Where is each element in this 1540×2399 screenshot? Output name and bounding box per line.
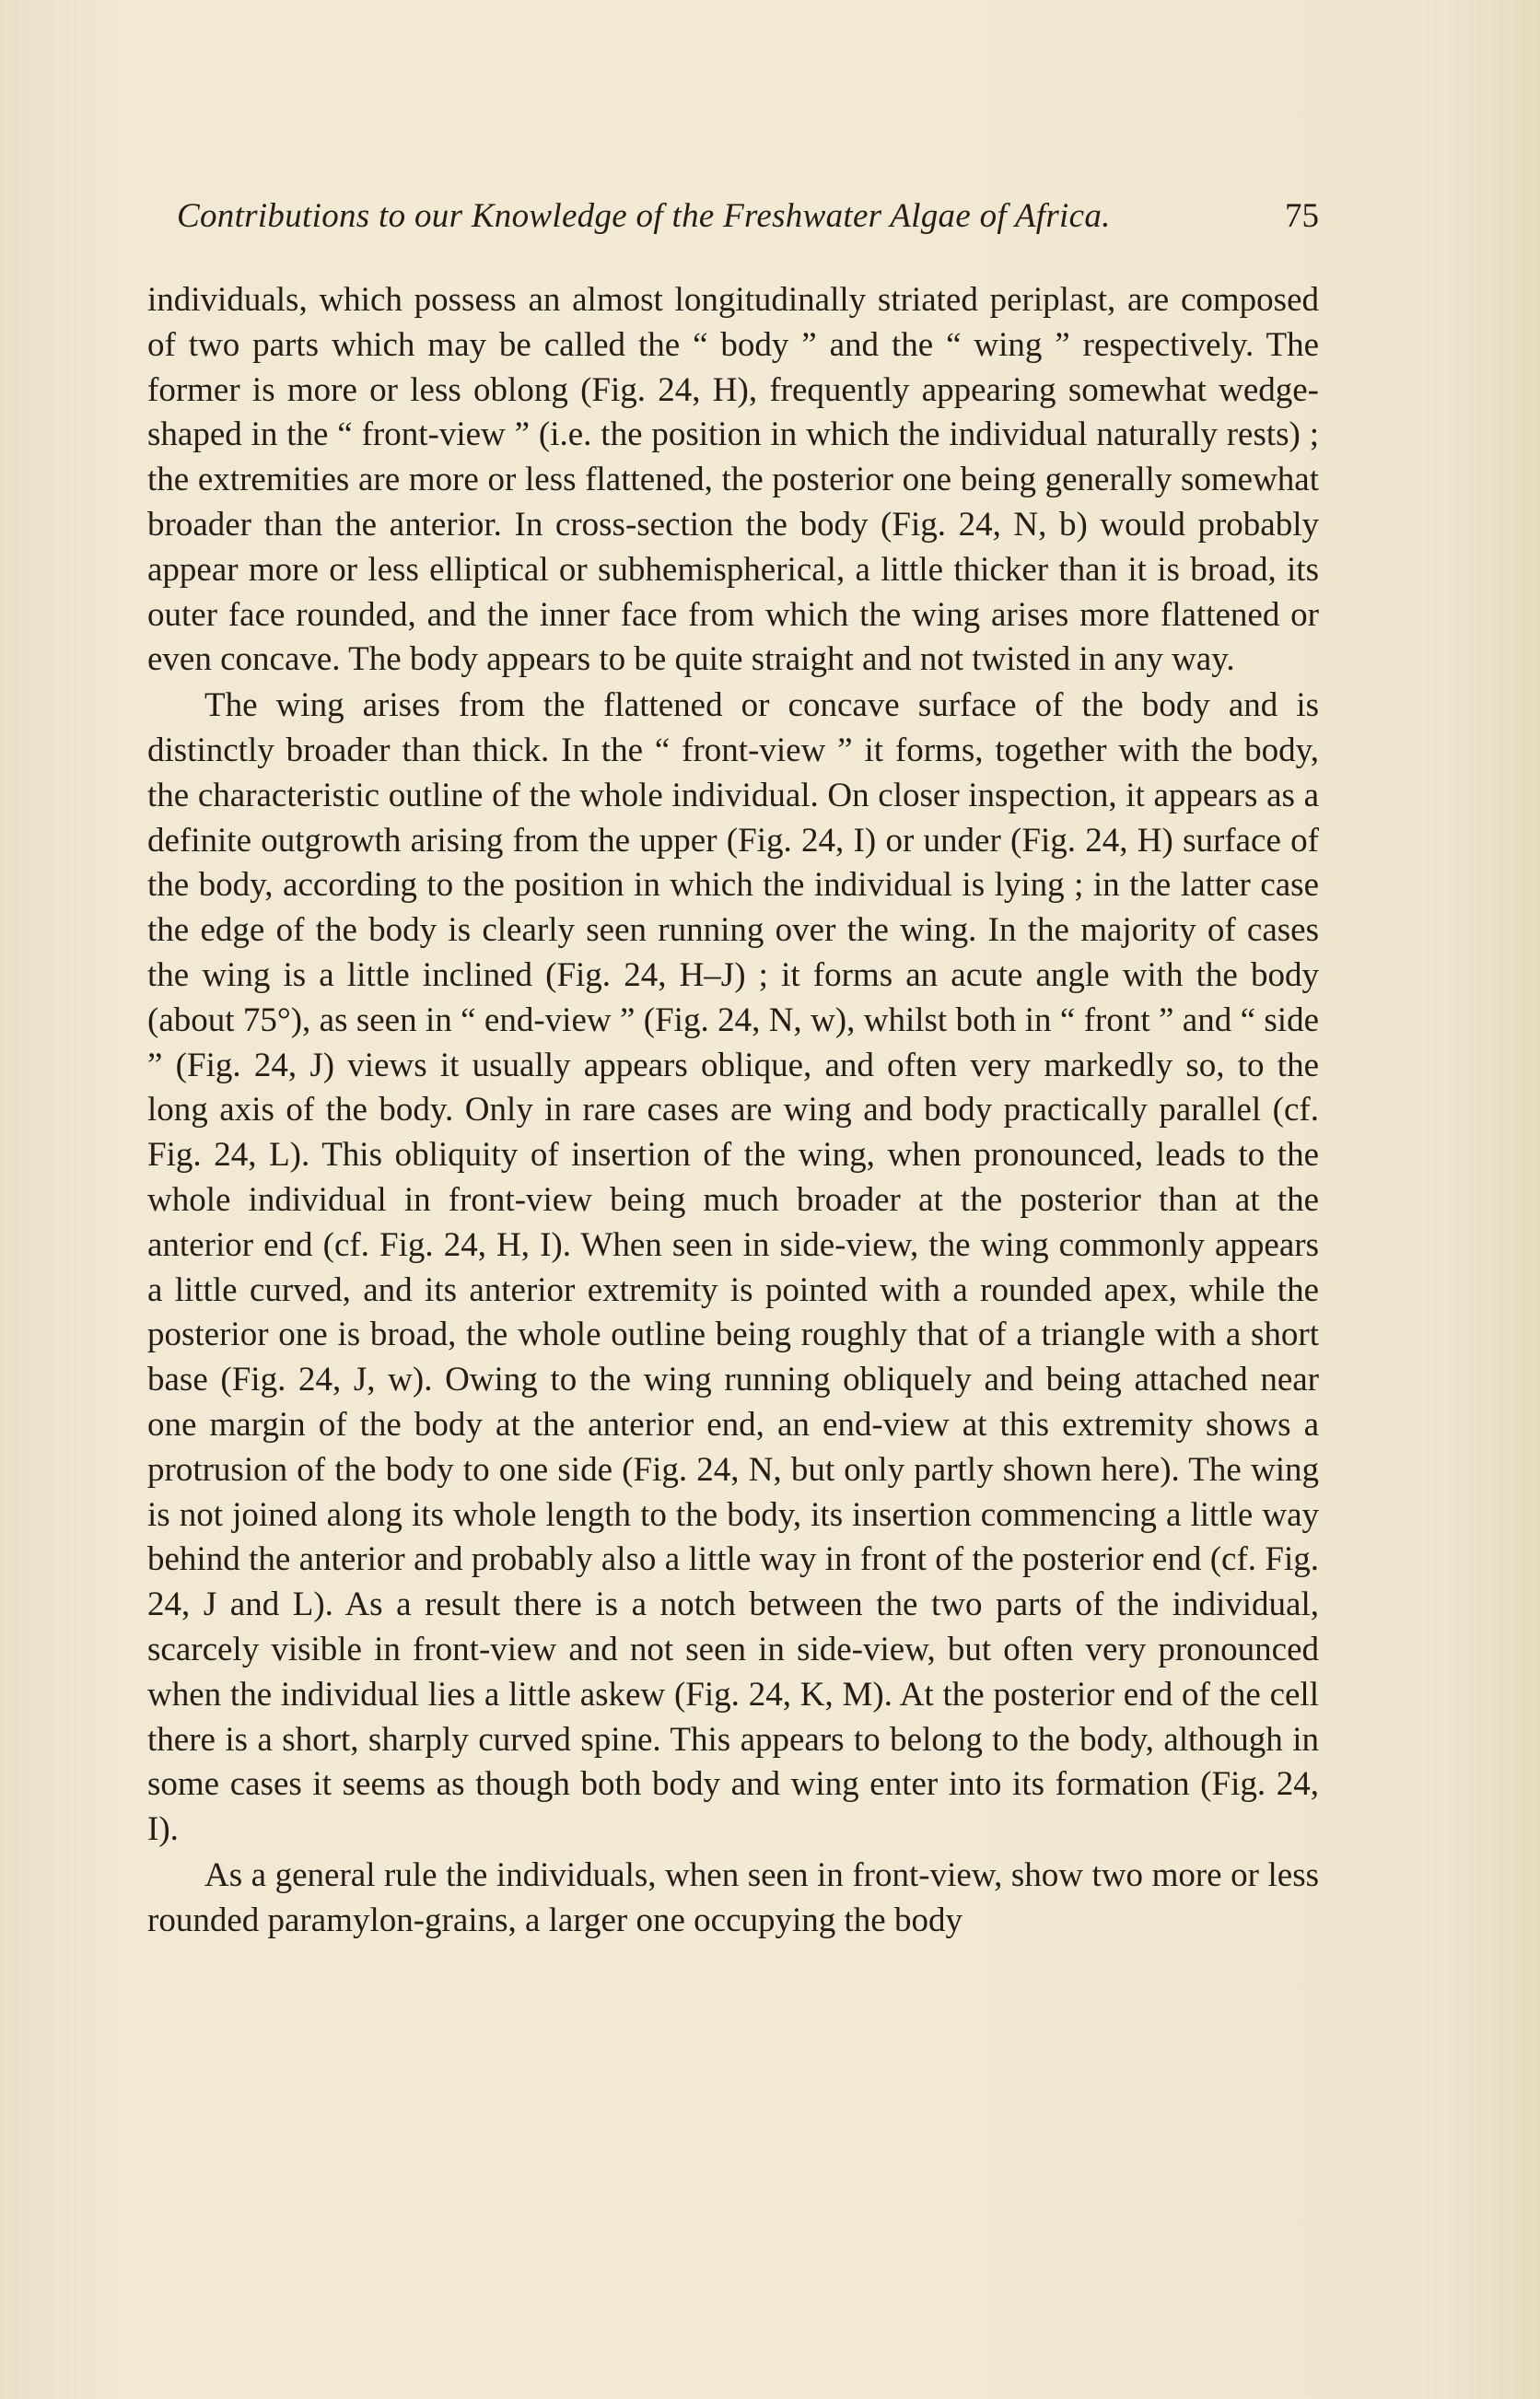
page-number: 75 bbox=[1285, 197, 1319, 235]
running-header bbox=[147, 196, 1319, 248]
paragraph-3: As a general rule the individuals, when seen in front-view, show two more or less rounded paramylon-grains, a larger one occupying the body bbox=[147, 1855, 1319, 1939]
running-title: Contributions to our Knowledge of the Freshwater Algae of Africa. bbox=[177, 197, 1111, 235]
paragraph-1: individuals, which possess an almost longitudinally striated periplast, are composed of two parts which may be called the “ body ” and the “ wing ” respectively. The former is more or less oblong (Fig. 24, H), frequently appearing somewhat wedge-shaped in the “ front-view ” (i.e. the position in which the individual naturally rests) ; the extremities are more or less flattened, the posterior one being generally somewhat broader than the anterior. In cross-section the body (Fig. 24, N, b) would probably appear more or less elliptical or subhemispherical, a little thicker than it is broad, its outer face rounded, and the inner face from which the wing arises more flattened or even concave. The body appears to be quite straight and not twisted in any way. bbox=[147, 281, 1319, 679]
body-text bbox=[147, 278, 1319, 1943]
paragraph-2: The wing arises from the flattened or concave surface of the body and is distinctly broader than thick. In the “ front-view ” it forms, together with the body, the characteristic outline of the whole individual. On closer inspection, it appears as a definite outgrowth arising from the upper (Fig. 24, I) or under (Fig. 24, H) surface of the body, according to the position in which the individual is lying ; in the latter case the edge of the body is clearly seen running over the wing. In the majority of cases the wing is a little inclined (Fig. 24, H–J) ; it forms an acute angle with the body (about 75°), as seen in “ end-view ” (Fig. 24, N, w), whilst both in “ front ” and “ side ” (Fig. 24, J) views it usually appears oblique, and often very markedly so, to the long axis of the body. Only in rare cases are wing and body practically parallel (cf. Fig. 24, L). This obliquity of insertion of the wing, when pronounced, leads to the whole individual in front-view being much broader at the posterior than at the anterior end (cf. Fig. 24, H, I). When seen in side-view, the wing commonly appears a little curved, and its anterior extremity is pointed with a rounded apex, while the posterior one is broad, the whole outline being roughly that of a triangle with a short base (Fig. 24, J, w). Owing to the wing running obliquely and being attached near one margin of the body at the anterior end, an end-view at this extremity shows a protrusion of the body to one side (Fig. 24, N, but only partly shown here). The wing is not joined along its whole length to the body, its insertion commencing a little way behind the anterior and probably also a little way in front of the posterior end (cf. Fig. 24, J and L). As a result there is a notch between the two parts of the individual, scarcely visible in front-view and not seen in side-view, but often very pronounced when the individual lies a little askew (Fig. 24, K, M). At the posterior end of the cell there is a short, sharply curved spine. This appears to belong to the body, although in some cases it seems as though both body and wing enter into its formation (Fig. 24, I). bbox=[147, 686, 1319, 1849]
